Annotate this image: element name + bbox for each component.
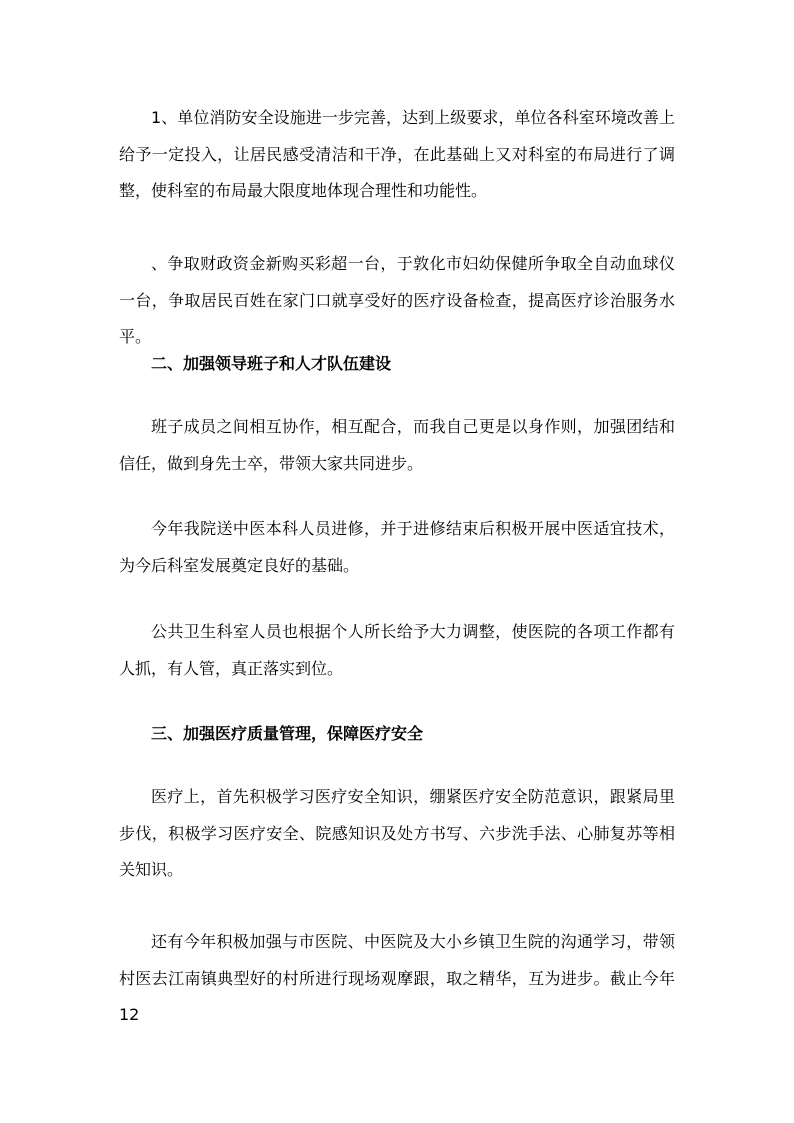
- paragraph-communication-learning: 还有今年积极加强与市医院、中医院及大小乡镇卫生院的沟通学习，带领村医去江南镇典型好的村所进行现场观摩跟，取之精华，互为进步。截止今年 12: [119, 932, 675, 1024]
- paragraph-equipment-purchase: 、争取财政资金新购买彩超一台，于敦化市妇幼保健所争取全自动血球仪一台，争取居民百姓在家门口就享受好的医疗设备检查，提高医疗诊治服务水平。: [119, 254, 675, 346]
- paragraph-team-cooperation: 班子成员之间相互协作，相互配合，而我自己更是以身作则，加强团结和信任，做到身先士卒，带领大家共同进步。: [119, 417, 675, 473]
- paragraph-tcm-training: 今年我院送中医本科人员进修，并于进修结束后积极开展中医适宜技术，为今后科室发展奠定良好的基础。: [119, 519, 675, 575]
- heading-leadership-team: 二、加强领导班子和人才队伍建设: [151, 354, 392, 373]
- paragraph-public-health-staff: 公共卫生科室人员也根据个人所长给予大力调整，使医院的各项工作都有人抓，有人管，真正落实到位。: [119, 622, 675, 678]
- paragraph-facility-improvement: 1、单位消防安全设施进一步完善，达到上级要求，单位各科室环境改善上给予一定投入，让居民感受清洁和干净，在此基础上又对科室的布局进行了调整，使科室的布局最大限度地体现合理性和功能性。: [119, 108, 675, 200]
- heading-medical-quality: 三、加强医疗质量管理，保障医疗安全: [151, 724, 424, 743]
- paragraph-medical-safety: 医疗上，首先积极学习医疗安全知识，绷紧医疗安全防范意识，跟紧局里步伐，积极学习医疗安全、院感知识及处方书写、六步洗手法、心肺复苏等相关知识。: [119, 787, 675, 879]
